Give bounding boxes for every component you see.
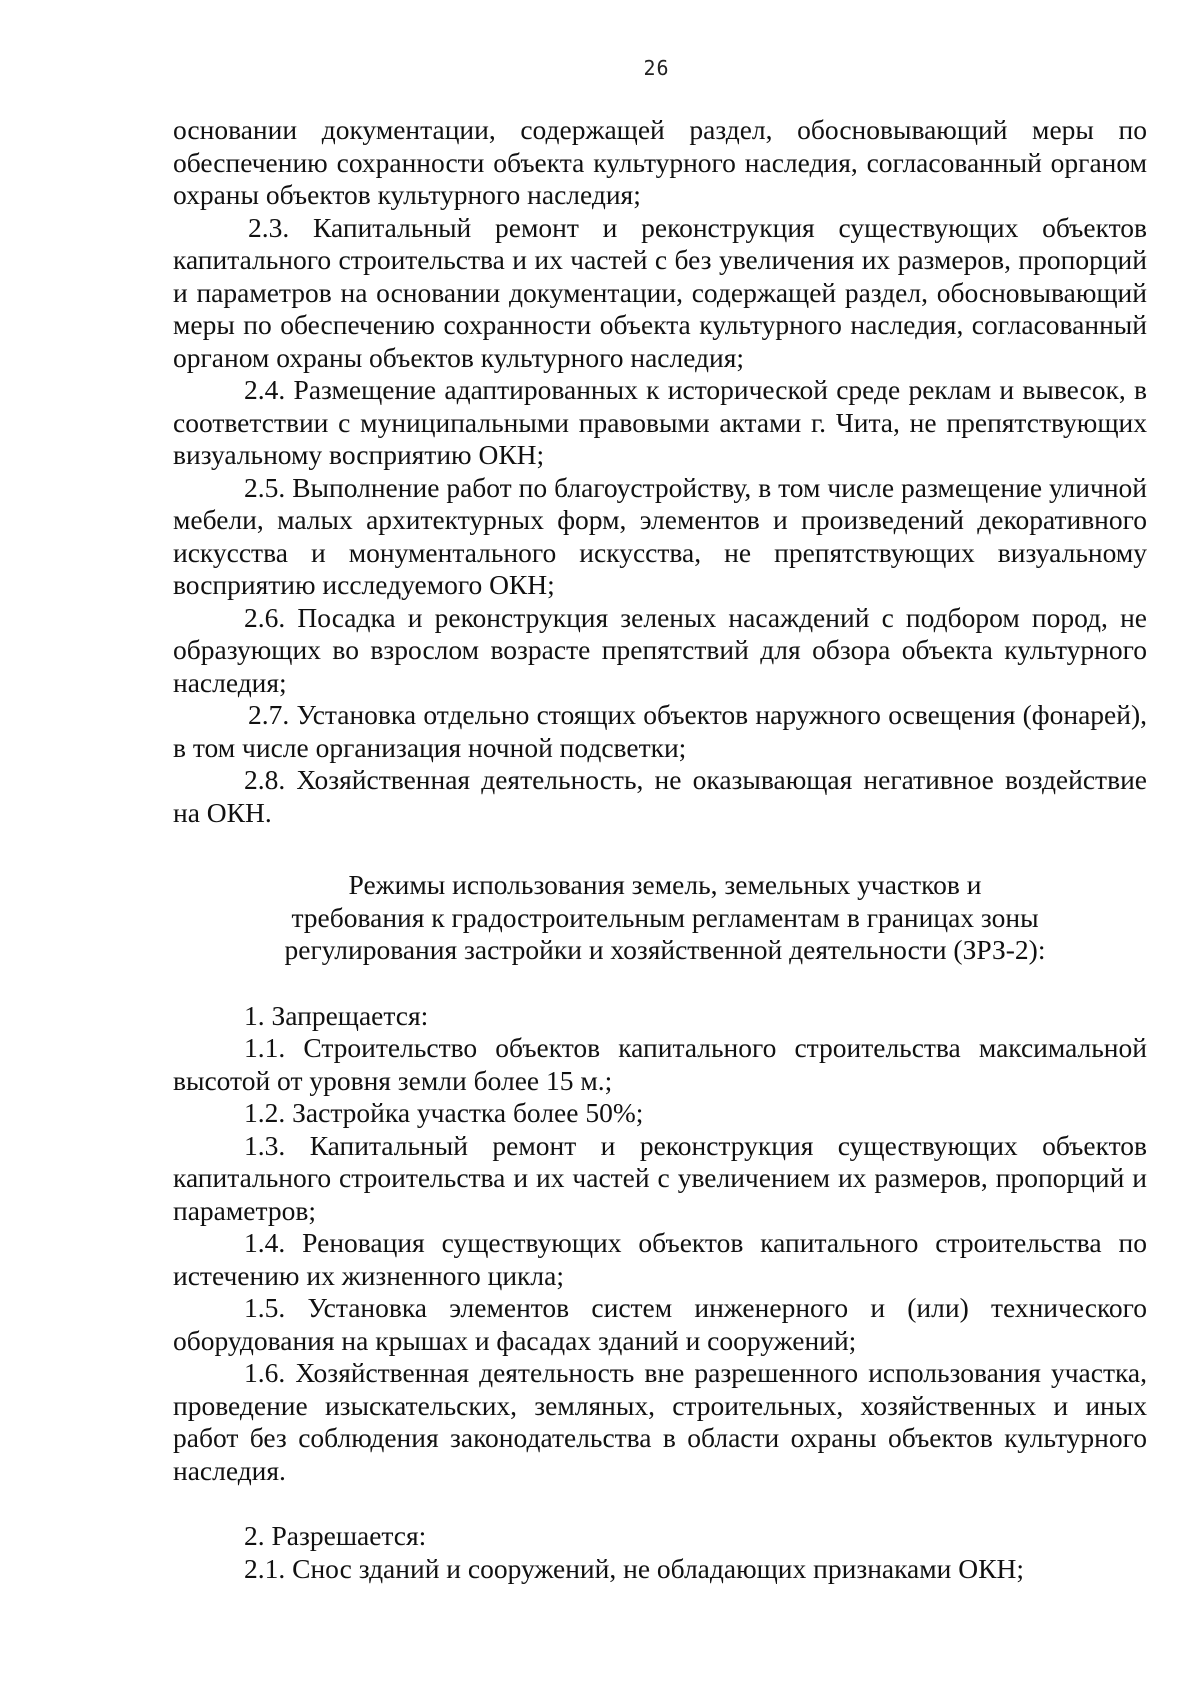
paragraph-1-6: 1.6. Хозяйственная деятельность вне разрешенного использования участка, проведение изыскательских, земляных, строительных, хозяйственных и иных работ без соблюдения законодательства в области охраны объектов культурного наследия. (173, 1357, 1147, 1486)
spacer (173, 1487, 1147, 1520)
paragraph-2-3: 2.3. Капитальный ремонт и реконструкция существующих объектов капитального строительства и их частей с без увеличения их размеров, пропорций и параметров на основании документации, содержащей раздел, обосновывающий меры по обеспечению сохранности объекта культурного наследия, согласованный органом охраны объектов культурного наследия; (173, 211, 1147, 373)
paragraph-2-7: 2.7. Установка отдельно стоящих объектов наружного освещения (фонарей), в том числе организация ночной подсветки; (173, 699, 1147, 763)
allowed-title: 2. Разрешается: (244, 1520, 427, 1551)
spacer (173, 829, 1147, 869)
paragraph-2-6: 2.6. Посадка и реконструкция зеленых насаждений с подбором пород, не образующих во взрослом возрасте препятствий для обзора объекта культурного наследия; (173, 601, 1147, 698)
section-heading-line-2: требования к градостроительным регламентам в границах зоны (291, 901, 1039, 933)
paragraph-1-5: 1.5. Установка элементов систем инженерного и (или) технического оборудования на крышах и фасадах зданий и сооружений; (173, 1292, 1147, 1356)
paragraph-allowed-2-1: 2.1. Снос зданий и сооружений, не обладающих признаками ОКН; (244, 1552, 1024, 1584)
spacer (173, 967, 1147, 1000)
forbidden-title: 1. Запрещается: (244, 999, 429, 1031)
paragraph-1-4: 1.4. Реновация существующих объектов капитального строительства по истечению их жизненного цикла; (173, 1227, 1147, 1291)
paragraph-2-5: 2.5. Выполнение работ по благоустройству, в том числе размещение уличной мебели, малых архитектурных форм, элементов и произведений декоративного искусства и монументального искусства, не препятствующих визуальному восприятию исследуемого ОКН; (173, 471, 1147, 600)
paragraph-2-4: 2.4. Размещение адаптированных к исторической среде реклам и вывесок, в соответствии с муниципальными правовыми актами г. Чита, не препятствующих визуальному восприятию ОКН; (173, 374, 1147, 470)
paragraph-1-3: 1.3. Капитальный ремонт и реконструкция существующих объектов капитального строительства и их частей с увеличением их размеров, пропорций и параметров; (173, 1129, 1147, 1226)
paragraph-1-2: 1.2. Застройка участка более 50%; (244, 1097, 644, 1128)
section-heading-line-3: регулирования застройки и хозяйственной деятельности (ЗРЗ-2): (284, 934, 1046, 965)
section-heading (173, 869, 1147, 967)
page-number: 26 (643, 56, 670, 80)
document-body (173, 114, 1147, 1585)
section-heading-line-1: Режимы использования земель, земельных участков и (348, 869, 982, 900)
paragraph-1-1: 1.1. Строительство объектов капитального строительства максимальной высотой от уровня земли более 15 м.; (173, 1032, 1147, 1096)
paragraph-intro: основании документации, содержащей раздел, обосновывающий меры по обеспечению сохранности объекта культурного наследия, согласованный органом охраны объектов культурного наследия; (173, 114, 1147, 210)
paragraph-2-8: 2.8. Хозяйственная деятельность, не оказывающая негативное воздействие на ОКН. (173, 764, 1147, 828)
